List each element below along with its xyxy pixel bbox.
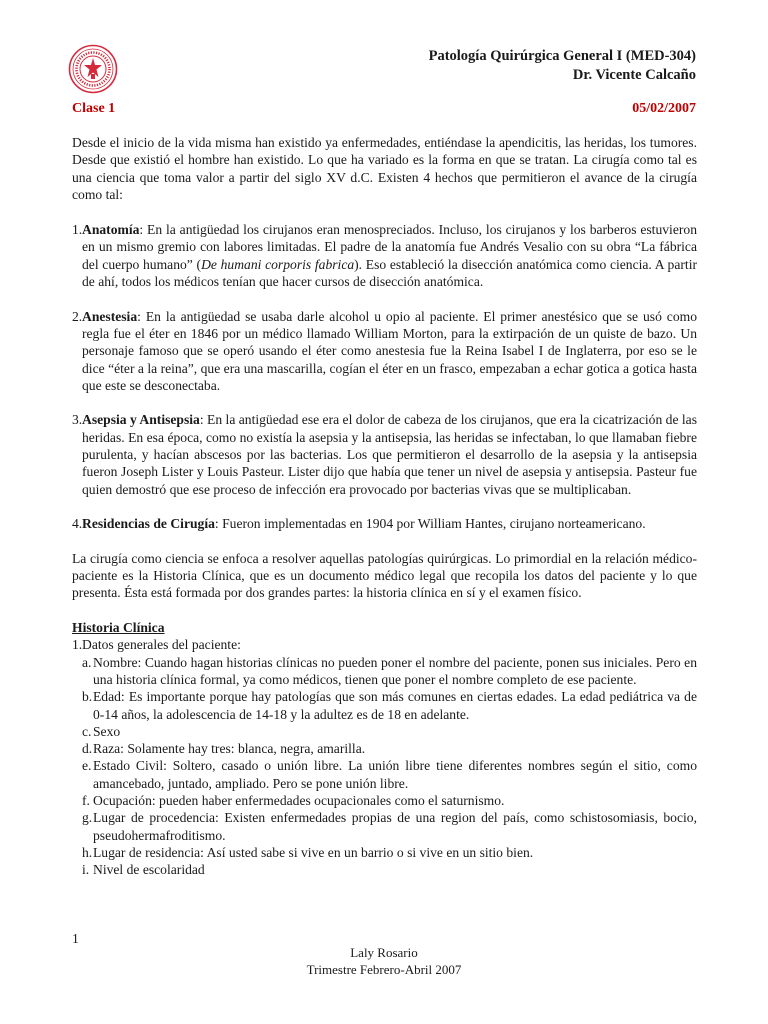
list-letter: i. bbox=[82, 862, 90, 878]
list-text: Sexo bbox=[93, 723, 121, 739]
list-item bbox=[82, 844, 697, 861]
fact-text bbox=[82, 221, 697, 290]
list-item bbox=[82, 757, 697, 792]
page-number: 1 bbox=[72, 931, 79, 946]
list-letter: g. bbox=[82, 810, 93, 826]
list-letter: c. bbox=[82, 723, 92, 739]
list-item bbox=[82, 809, 697, 844]
fact-term: Residencias de Cirugía bbox=[82, 516, 215, 532]
course-title: Patología Quirúrgica General I (MED-304) bbox=[428, 48, 696, 64]
fact-text bbox=[82, 515, 697, 532]
list-item bbox=[82, 792, 697, 809]
list-letter: a. bbox=[82, 654, 92, 670]
fact-body-end: ). Eso estableció la disección anatómica como ciencia. A partir de ahí, todos los médicos tenían que hacer cursos de disección anatómica. bbox=[82, 256, 697, 290]
fact-body: : En la antigüedad se usaba darle alcohol u opio al paciente. El primer anestésico que se usó como regla fue el éter en 1846 por un médico llamado William Morton, para la extirpación de un quiste de bazo. Un personaje famoso que se operó usando el éter como anestesia fue la Reina Isabel I de Inglaterra, por eso se le dice “éter a la reina”, que era una mascarilla, cogían el éter en un frasco, empezaban a echar gotica a gotica hasta que este se desconectaba. bbox=[82, 308, 697, 393]
fact-term: Anatomía bbox=[82, 222, 140, 238]
patient-data-list bbox=[72, 654, 697, 879]
fact-italic-title: De humani corporis fabrica bbox=[201, 256, 355, 272]
professor-name: Dr. Vicente Calcaño bbox=[572, 67, 696, 83]
list-item bbox=[82, 740, 697, 757]
list-item bbox=[82, 654, 697, 689]
list-text: Lugar de procedencia: Existen enfermedades propias de una region del país, como schistosomiasis, bocio, pseudohermafroditismo. bbox=[93, 810, 697, 843]
list-text: Lugar de residencia: Así usted sabe si vive en un barrio o si vive en un sitio bien. bbox=[93, 844, 534, 860]
document-body bbox=[72, 134, 697, 878]
subsection-datos-generales bbox=[72, 636, 697, 653]
fact-body: : En la antigüedad ese era el dolor de cabeza de los cirujanos, que era la cicatrización de las heridas. En esa época, como no existía la asepsia y la antisepsia, las heridas se infectaban, lo que llamaban fiebre purulenta, y hacían abscesos por las bacterias. Los que permitieron el desarrollo de la asepsia y la antisepsia fueron Joseph Lister y Louis Pasteur. Lister dijo que había que tener un nivel de asepsia y antisepsia. Pasteur fue quien demostró que ese proceso de infección era provocado por bacterias vivas que se multiplicaban. bbox=[82, 412, 698, 497]
fact-text bbox=[82, 411, 697, 497]
fact-term: Asepsia y Antisepsia bbox=[82, 412, 200, 428]
list-letter: b. bbox=[82, 689, 93, 705]
section-heading-historia-clinica: Historia Clínica bbox=[72, 620, 165, 636]
list-text: Estado Civil: Soltero, casado o unión libre. La unión libre tiene diferentes nombres según el sitio, como amancebado, juntado, ampliado. Pero se pone unión libre. bbox=[93, 758, 697, 791]
subsection-number: 1. bbox=[72, 637, 83, 653]
fact-number: 1. bbox=[72, 222, 83, 238]
list-item bbox=[82, 723, 697, 740]
footer-author: Laly Rosario bbox=[350, 945, 418, 960]
footer-term: Trimestre Febrero-Abril 2007 bbox=[306, 962, 462, 977]
class-label: Clase 1 bbox=[72, 101, 116, 116]
subsection-label: Datos generales del paciente: bbox=[82, 637, 241, 653]
fact-number: 2. bbox=[72, 308, 83, 324]
class-date: 05/02/2007 bbox=[632, 101, 696, 116]
fact-body: : En la antigüedad los cirujanos eran menospreciados. Incluso, los cirujanos y los barberos estuvieron en un mismo gremio con labores limitadas. El padre de la anatomía fue Andrés Vesalio con su obra “La fábrica del cuerpo humano” ( bbox=[82, 222, 697, 272]
list-text: Nombre: Cuando hagan historias clínicas no pueden poner el nombre del paciente, ponen sus iniciales. Pero en una historia clínica formal, ya como médicos, tienen que poner el nombre completo de ese paciente. bbox=[93, 654, 697, 687]
list-item bbox=[82, 861, 697, 878]
fact-body: : Fueron implementadas en 1904 por William Hantes, cirujano norteamericano. bbox=[214, 516, 646, 532]
university-seal-logo bbox=[68, 44, 118, 94]
fact-item-anestesia bbox=[72, 308, 697, 394]
fact-number: 3. bbox=[72, 412, 83, 428]
list-letter: d. bbox=[82, 741, 93, 757]
fact-term: Anestesia bbox=[82, 308, 138, 324]
intro-paragraph: Desde el inicio de la vida misma han existido ya enfermedades, entiéndase la apendicitis, las heridas, los tumores. Desde que existió el hombre han existido. Lo que ha variado es la forma en que se tratan. La cirugía como tal es una ciencia que toma valor a partir del siglo XV d.C. Existen 4 hechos que permitieron el avance de la cirugía como tal: bbox=[72, 135, 697, 202]
fact-item-asepsia bbox=[72, 411, 697, 497]
list-text: Ocupación: pueden haber enfermedades ocupacionales como el saturnismo. bbox=[93, 792, 505, 808]
list-text: Nivel de escolaridad bbox=[93, 862, 205, 878]
cirugia-paragraph: La cirugía como ciencia se enfoca a resolver aquellas patologías quirúrgicas. Lo primordial en la relación médico-paciente es la Historia Clínica, que es un documento médico legal que recopila los datos del paciente y lo que presenta. Ésta está formada por dos grandes partes: la historia clínica en sí y el examen físico. bbox=[72, 550, 697, 601]
fact-number: 4. bbox=[72, 516, 83, 532]
list-item bbox=[82, 688, 697, 723]
list-letter: e. bbox=[82, 758, 92, 774]
list-text: Edad: Es importante porque hay patologías que son más comunes en ciertas edades. La edad pediátrica va de 0-14 años, la adolescencia de 14-18 y la adultez es de 18 en adelante. bbox=[93, 689, 697, 722]
list-letter: f. bbox=[82, 792, 90, 808]
fact-text bbox=[82, 308, 697, 394]
fact-item-anatomia bbox=[72, 221, 697, 290]
fact-item-residencias bbox=[72, 515, 697, 532]
list-text: Raza: Solamente hay tres: blanca, negra, amarilla. bbox=[93, 741, 366, 757]
list-letter: h. bbox=[82, 844, 93, 860]
